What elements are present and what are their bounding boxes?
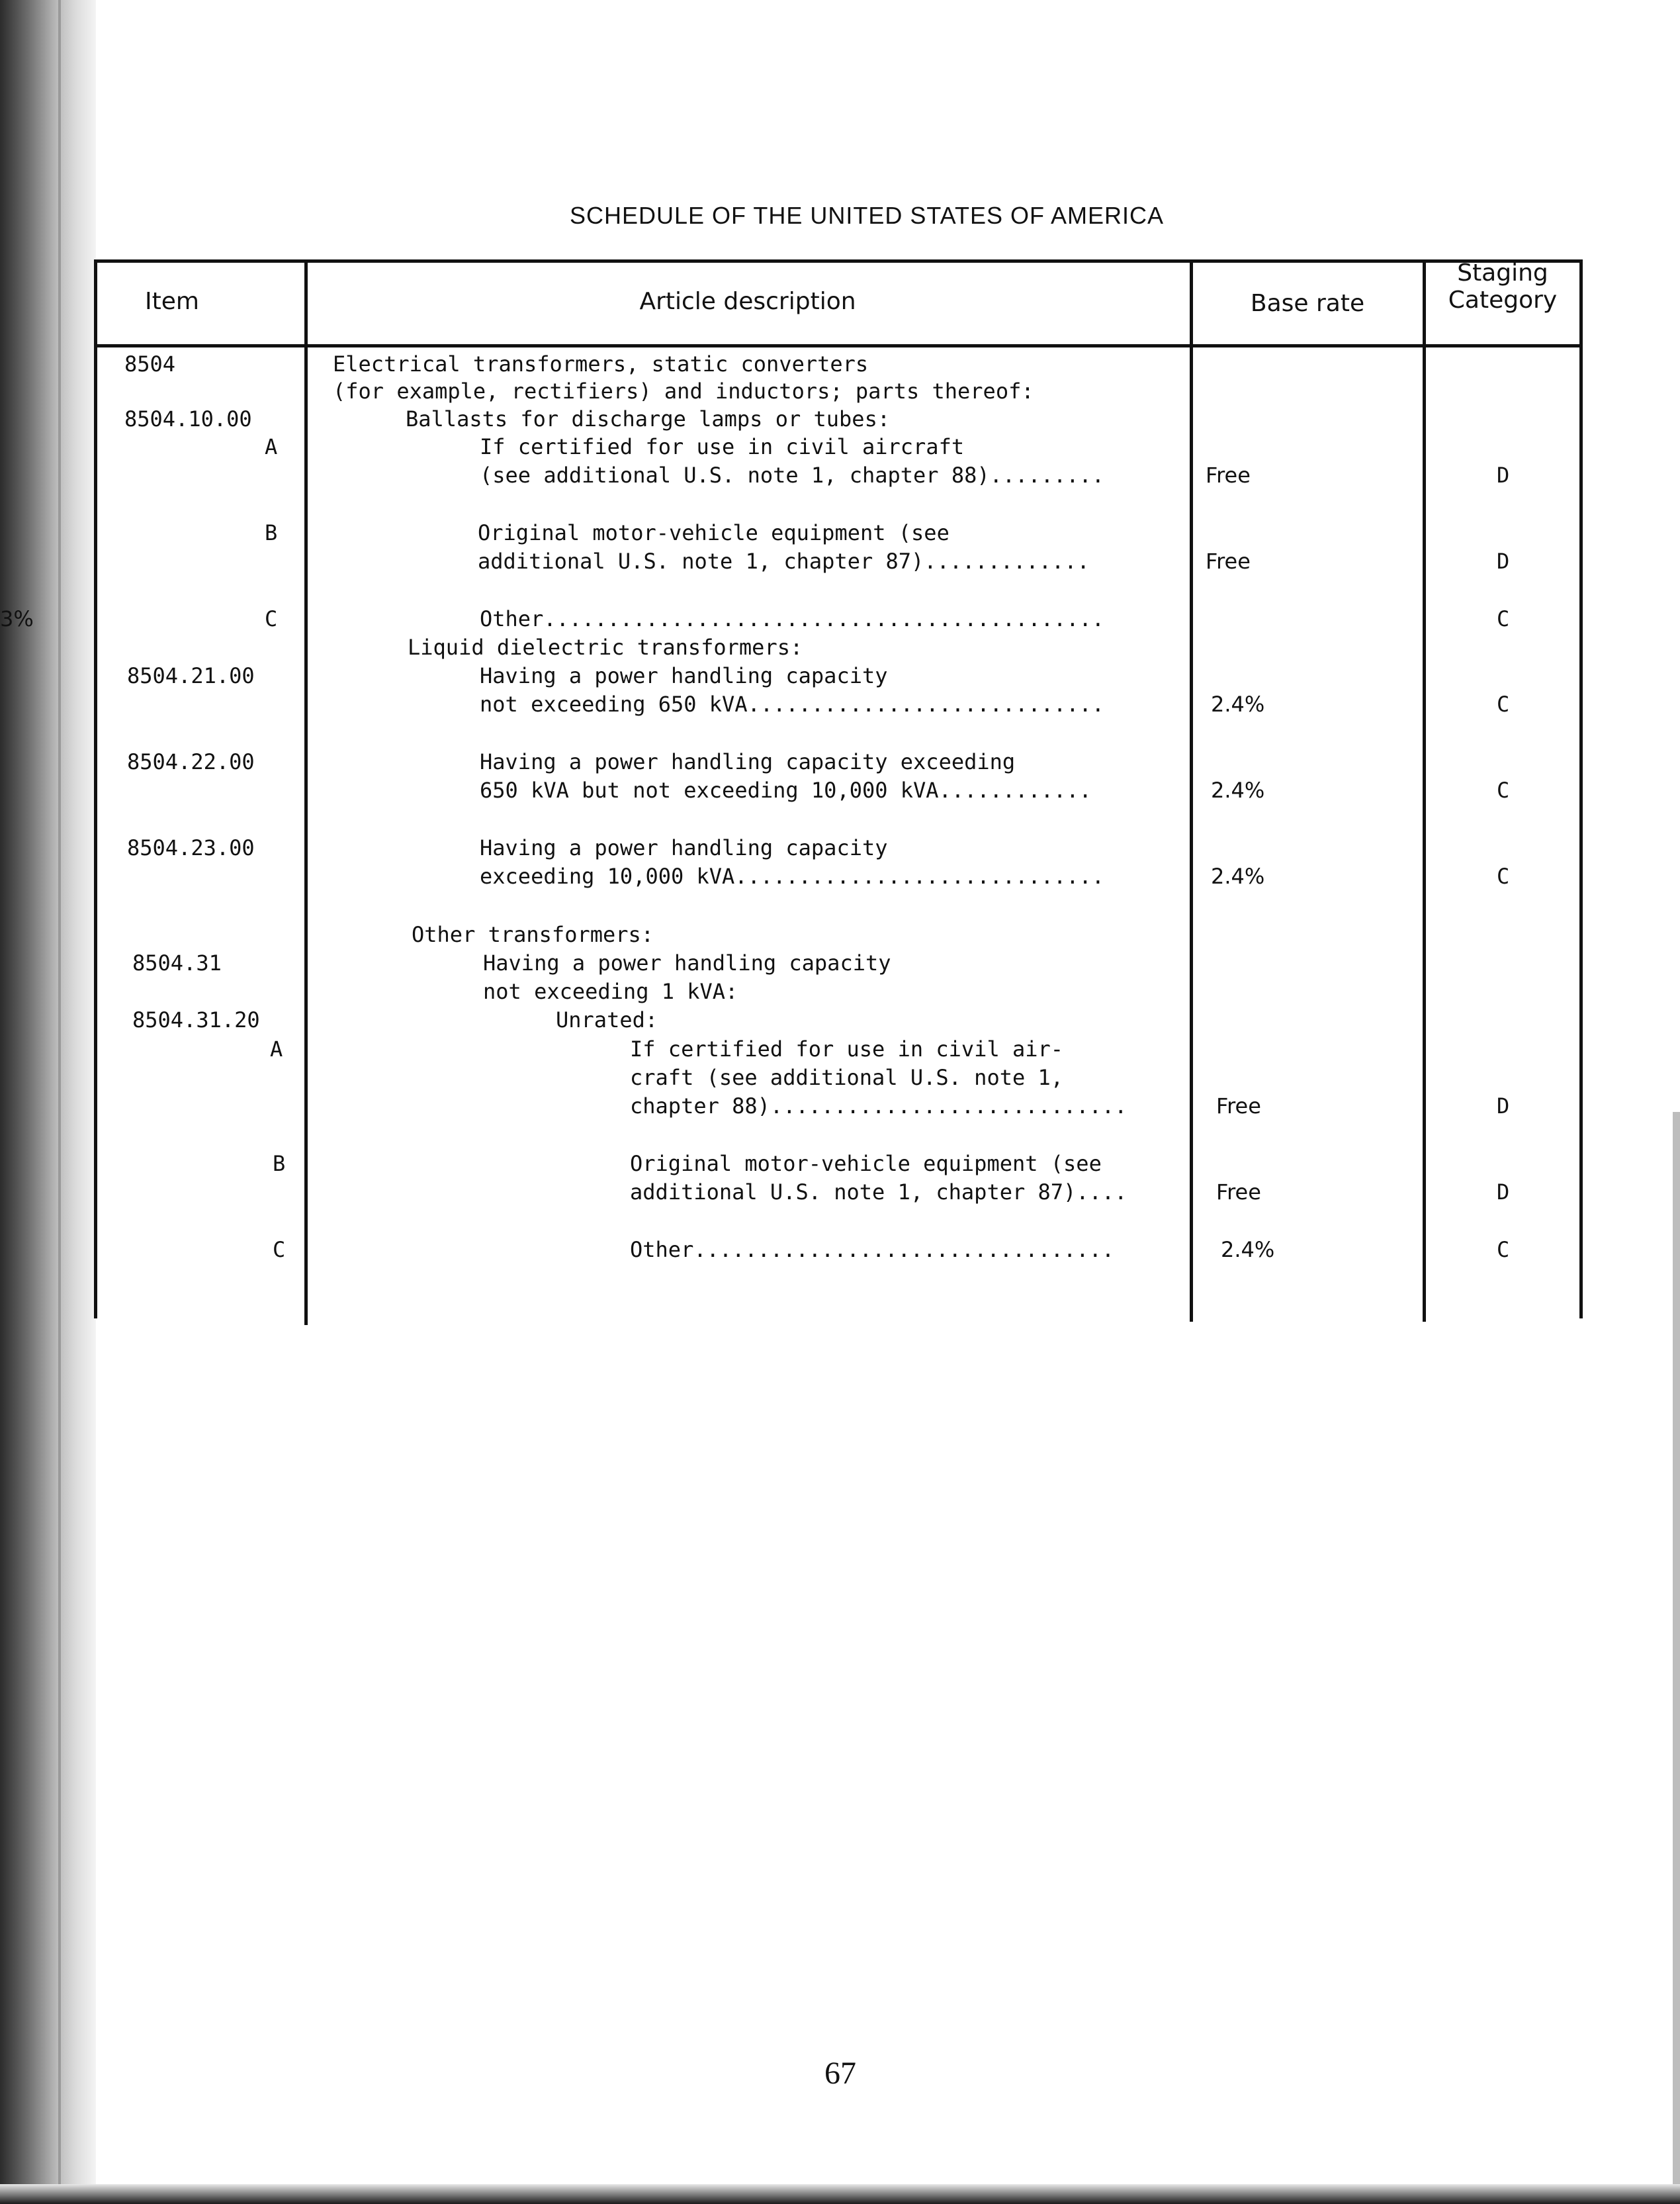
row-article-description: not exceeding 1 kVA:	[483, 979, 738, 1004]
row-article-description: Having a power handling capacity exceeding	[480, 749, 1016, 774]
row-staging-category: D	[1497, 1179, 1510, 1205]
row-article-description: Having a power handling capacity	[483, 950, 891, 976]
row-item-code: 8504.31.20	[132, 1007, 260, 1033]
row-staging-category: D	[1497, 1093, 1510, 1119]
row-item-code: A	[265, 434, 278, 459]
row-base-rate: 2.4%	[1221, 1237, 1275, 1262]
row-item-code: B	[265, 520, 278, 545]
row-staging-category: D	[1497, 463, 1510, 488]
description-column-divider	[1190, 259, 1193, 1322]
row-article-description: (see additional U.S. note 1, chapter 88).........	[480, 463, 1105, 488]
row-item-code: 8504.22.00	[127, 749, 255, 774]
row-article-description: Original motor-vehicle equipment (see	[630, 1151, 1102, 1176]
row-article-description: If certified for use in civil aircraft	[480, 434, 965, 459]
row-item-code: 8504.21.00	[127, 663, 255, 688]
row-article-description: not exceeding 650 kVA............................	[480, 692, 1105, 717]
right-edge-shadow	[1673, 1112, 1680, 2204]
header-staging-line2: Category	[1448, 287, 1558, 314]
row-base-rate: 2.4%	[1211, 778, 1265, 803]
row-article-description: Other.................................	[630, 1237, 1115, 1262]
row-article-description: additional U.S. note 1, chapter 87)....	[630, 1179, 1127, 1205]
row-article-description: Original motor-vehicle equipment (see	[478, 520, 950, 545]
row-article-description: Electrical transformers, static converters	[333, 351, 869, 377]
rate-column-divider	[1423, 259, 1426, 1322]
bottom-edge-shadow	[0, 2184, 1680, 2204]
row-item-code: 8504.10.00	[124, 406, 252, 432]
row-article-description: craft (see additional U.S. note 1,	[630, 1065, 1064, 1090]
page-edge-line	[58, 0, 61, 2204]
row-article-description: Liquid dielectric transformers:	[408, 635, 803, 660]
header-staging-line1: Staging	[1457, 259, 1548, 287]
row-staging-category: C	[1497, 692, 1510, 717]
row-base-rate: 3%	[0, 606, 34, 631]
row-article-description: chapter 88)............................	[630, 1093, 1127, 1119]
row-item-code: 8504.23.00	[127, 835, 255, 860]
table-top-border	[94, 259, 1583, 263]
header-item: Item	[145, 288, 199, 315]
document-title: SCHEDULE OF THE UNITED STATES OF AMERICA	[569, 202, 1165, 229]
row-item-code: B	[273, 1151, 286, 1176]
row-article-description: Having a power handling capacity	[480, 835, 888, 860]
row-article-description: If certified for use in civil air-	[630, 1036, 1064, 1062]
row-article-description: Having a power handling capacity	[480, 663, 888, 688]
header-base-rate: Base rate	[1250, 290, 1365, 317]
row-base-rate: Free	[1216, 1093, 1261, 1119]
row-base-rate: 2.4%	[1211, 864, 1265, 889]
row-staging-category: C	[1497, 606, 1510, 631]
row-article-description: (for example, rectifiers) and inductors; parts thereof:	[333, 379, 1034, 404]
book-spine-shadow	[0, 0, 96, 2204]
row-staging-category: C	[1497, 1237, 1510, 1262]
row-article-description: Other transformers:	[412, 922, 654, 947]
row-base-rate: Free	[1206, 549, 1251, 574]
row-base-rate: 2.4%	[1211, 692, 1265, 717]
table-left-border	[94, 259, 97, 1318]
row-staging-category: C	[1497, 778, 1510, 803]
row-article-description: 650 kVA but not exceeding 10,000 kVA............	[480, 778, 1092, 803]
page-number: 67	[824, 2056, 856, 2091]
row-article-description: additional U.S. note 1, chapter 87).............	[478, 549, 1090, 574]
row-item-code: C	[273, 1237, 286, 1262]
row-item-code: C	[265, 606, 278, 631]
row-article-description: exceeding 10,000 kVA.............................	[480, 864, 1105, 889]
row-article-description: Unrated:	[556, 1007, 658, 1033]
header-article-description: Article description	[639, 288, 856, 315]
row-item-code: 8504	[124, 351, 176, 377]
item-column-divider	[304, 259, 308, 1325]
row-item-code: 8504.31	[132, 950, 222, 976]
row-article-description: Other............................................	[480, 606, 1105, 631]
row-base-rate: Free	[1216, 1179, 1261, 1205]
row-base-rate: Free	[1206, 463, 1251, 488]
row-article-description: Ballasts for discharge lamps or tubes:	[406, 406, 891, 432]
header-bottom-border	[94, 344, 1583, 347]
row-staging-category: C	[1497, 864, 1510, 889]
row-item-code: A	[270, 1036, 283, 1062]
row-staging-category: D	[1497, 549, 1510, 574]
table-right-border	[1579, 259, 1583, 1318]
